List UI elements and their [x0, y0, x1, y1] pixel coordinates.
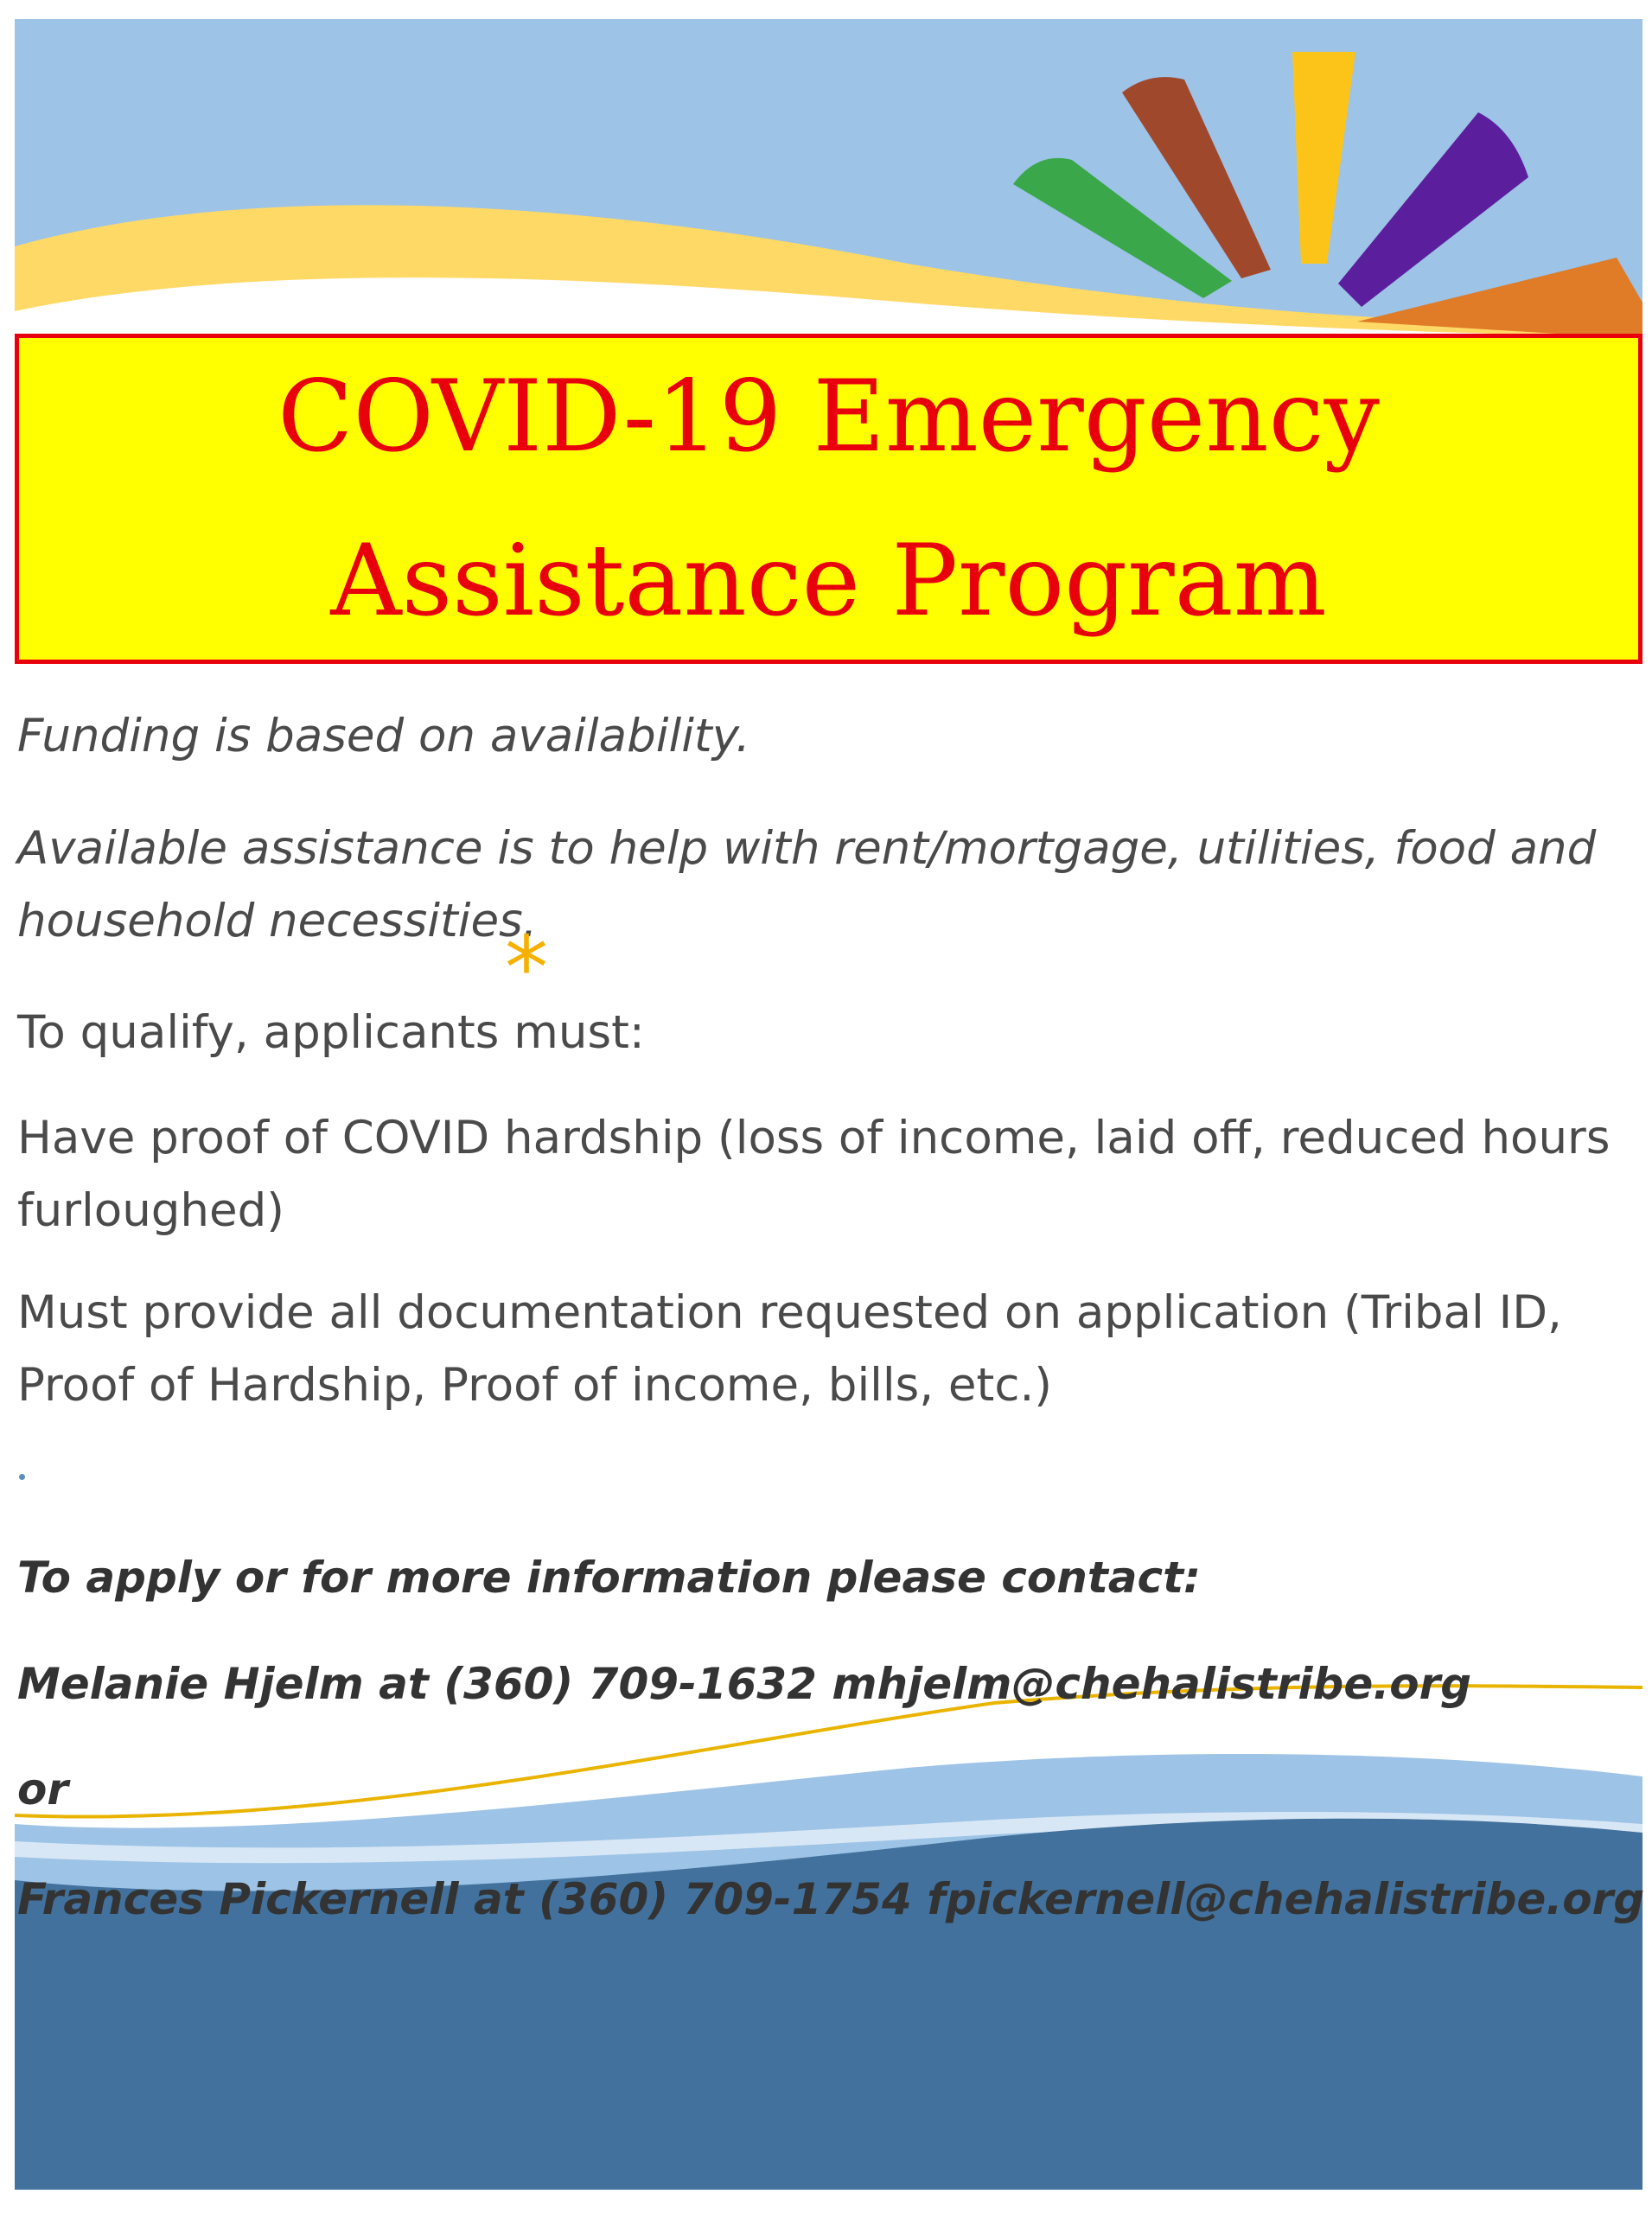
page-title-line-2: Assistance Program [330, 523, 1327, 638]
asterisk-mark: * [505, 917, 548, 1018]
white-page-margin [0, 2190, 1652, 2213]
funding-statement: Funding is based on availability. [17, 710, 750, 762]
contact-intro: To apply or for more information please contact: [17, 1553, 1202, 1603]
title-banner [15, 334, 1642, 664]
contact-melanie: Melanie Hjelm at (360) 709-1632 mhjelm@chehalistribe.org [17, 1659, 1472, 1709]
requirement-documentation: Must provide all documentation requested on application (Tribal ID, Proof of Hardship, Proof of income, bills, etc.) [17, 1286, 1562, 1412]
qualify-intro: To qualify, applicants must: [17, 1006, 645, 1059]
sunrise-banner-art [0, 0, 1652, 346]
requirement-hardship: Have proof of COVID hardship (loss of income, laid off, reduced hours furloughed) [17, 1112, 1611, 1237]
stray-dot [19, 1474, 25, 1480]
contact-or: or [17, 1764, 69, 1814]
page-title-line-1: COVID-19 Emergency [277, 359, 1380, 474]
assistance-statement: Available assistance is to help with rent/mortgage, utilities, food and household necessities. [17, 822, 1597, 947]
contact-frances: Frances Pickernell at (360) 709-1754 fpickernell@chehalistribe.org [17, 1874, 1645, 1924]
